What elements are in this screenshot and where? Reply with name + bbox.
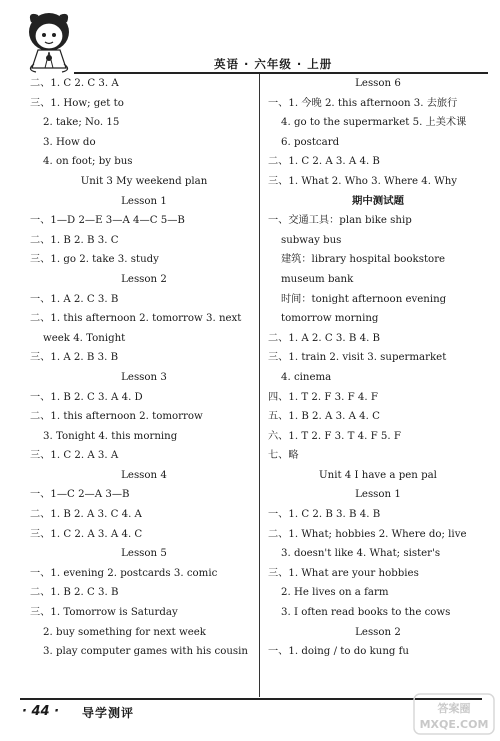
left-answer-column bbox=[30, 74, 258, 662]
left-answer-line: Unit 3 My weekend plan bbox=[80, 175, 208, 187]
right-answer-line: 二、1. What; hobbies 2. Where do; live bbox=[268, 528, 467, 540]
right-answer-line: 4. cinema bbox=[281, 371, 332, 383]
right-answer-line: 七、略 bbox=[268, 450, 299, 462]
page-number: · 44 · bbox=[22, 704, 60, 719]
left-answer-line: 三、1. How; get to bbox=[30, 97, 124, 109]
watermark-logo bbox=[412, 690, 496, 738]
watermark-bottom-text: MXQE.COM bbox=[419, 718, 489, 731]
right-answer-line: Lesson 2 bbox=[355, 626, 401, 638]
left-answer-line: 4. on foot; by bus bbox=[43, 156, 133, 168]
right-answer-line: 时间：tonight afternoon evening bbox=[281, 293, 447, 305]
left-answer-line: 一、1—D 2—E 3—A 4—C 5—B bbox=[30, 215, 185, 227]
left-answer-line: week 4. Tonight bbox=[43, 332, 126, 344]
left-answer-line: 二、1. B 2. B 3. C bbox=[30, 234, 119, 246]
left-answer-line: 三、1. C 2. A 3. A bbox=[30, 450, 119, 462]
right-answer-line: 3. I often read books to the cows bbox=[281, 607, 451, 619]
right-answer-line: 一、1. C 2. B 3. B 4. B bbox=[268, 509, 381, 521]
column-divider bbox=[259, 74, 260, 697]
right-answer-line: subway bus bbox=[281, 234, 342, 246]
left-answer-line: 二、1. C 2. C 3. A bbox=[30, 78, 119, 89]
left-answer-line: Lesson 3 bbox=[121, 371, 167, 383]
right-answer-line: 二、1. C 2. A 3. A 4. B bbox=[268, 156, 380, 168]
left-answer-line: 三、1. C 2. A 3. A 4. C bbox=[30, 528, 143, 540]
right-answer-line: 三、1. What are your hobbies bbox=[268, 567, 419, 579]
right-answer-line: 一、交通工具：plan bike ship bbox=[268, 215, 412, 227]
left-answer-line: Lesson 1 bbox=[121, 195, 167, 207]
page-header bbox=[0, 0, 500, 74]
left-answer-line: 2. take; No. 15 bbox=[43, 117, 120, 129]
left-answer-line: Lesson 2 bbox=[121, 273, 167, 285]
right-answer-line: 五、1. B 2. A 3. A 4. C bbox=[268, 411, 380, 423]
right-answer-line: 一、1. doing / to do kung fu bbox=[268, 646, 409, 658]
right-answer-line: museum bank bbox=[281, 273, 354, 285]
right-answer-line: 2. He lives on a farm bbox=[281, 587, 389, 599]
left-answer-line: 2. buy something for next week bbox=[43, 626, 206, 638]
right-answer-line: 建筑：library hospital bookstore bbox=[281, 254, 446, 266]
right-answer-line: 二、1. A 2. C 3. B 4. B bbox=[268, 332, 381, 344]
right-answer-line: 四、1. T 2. F 3. F 4. F bbox=[268, 391, 378, 403]
right-answer-line: Lesson 1 bbox=[355, 489, 401, 501]
left-answer-line: 二、1. B 2. C 3. B bbox=[30, 587, 119, 599]
left-answer-line: 三、1. Tomorrow is Saturday bbox=[30, 607, 178, 619]
right-answer-line: 4. go to the supermarket 5. 上美术课 bbox=[281, 117, 467, 129]
left-answer-line: 一、1. A 2. C 3. B bbox=[30, 293, 119, 305]
right-answer-line: 一、1. 今晚 2. this afternoon 3. 去旅行 bbox=[268, 97, 458, 109]
page-title: 英语 · 六年级 · 上册 bbox=[214, 57, 333, 71]
mascot-cartoon-girl-icon bbox=[18, 8, 80, 78]
left-answer-line: Lesson 4 bbox=[121, 469, 167, 481]
right-answer-column bbox=[268, 74, 488, 662]
right-answer-line: tomorrow morning bbox=[281, 313, 379, 325]
left-answer-line: 一、1. B 2. C 3. A 4. D bbox=[30, 391, 143, 403]
left-answer-line: 3. How do bbox=[43, 136, 96, 148]
watermark-top-text: 答案圈 bbox=[437, 702, 471, 715]
left-answer-line: 一、1. evening 2. postcards 3. comic bbox=[30, 567, 218, 579]
left-answer-line: 3. play computer games with his cousin bbox=[43, 646, 248, 658]
right-answer-line: 六、1. T 2. F 3. T 4. F 5. F bbox=[268, 430, 401, 442]
left-answer-line: 3. Tonight 4. this morning bbox=[43, 430, 178, 442]
left-answer-line: Lesson 5 bbox=[121, 548, 167, 560]
left-answer-line: 二、1. this afternoon 2. tomorrow 3. next bbox=[30, 313, 242, 325]
left-answer-line: 一、1—C 2—A 3—B bbox=[30, 489, 130, 501]
right-answer-line: 3. doesn't like 4. What; sister's bbox=[281, 548, 441, 560]
left-answer-line: 三、1. A 2. B 3. B bbox=[30, 352, 119, 364]
right-answer-line: Lesson 6 bbox=[355, 78, 401, 89]
right-answer-line: 6. postcard bbox=[281, 136, 340, 148]
brand-name: 导学测评 bbox=[82, 706, 135, 720]
right-answer-line: 三、1. train 2. visit 3. supermarket bbox=[268, 352, 447, 364]
right-answer-line: 期中测试题 bbox=[352, 194, 404, 207]
left-answer-line: 三、1. go 2. take 3. study bbox=[30, 254, 159, 266]
right-answer-line: 三、1. What 2. Who 3. Where 4. Why bbox=[268, 175, 458, 187]
left-answer-line: 二、1. B 2. A 3. C 4. A bbox=[30, 509, 142, 521]
left-answer-line: 二、1. this afternoon 2. tomorrow bbox=[30, 411, 203, 423]
right-answer-line: Unit 4 I have a pen pal bbox=[319, 469, 437, 481]
